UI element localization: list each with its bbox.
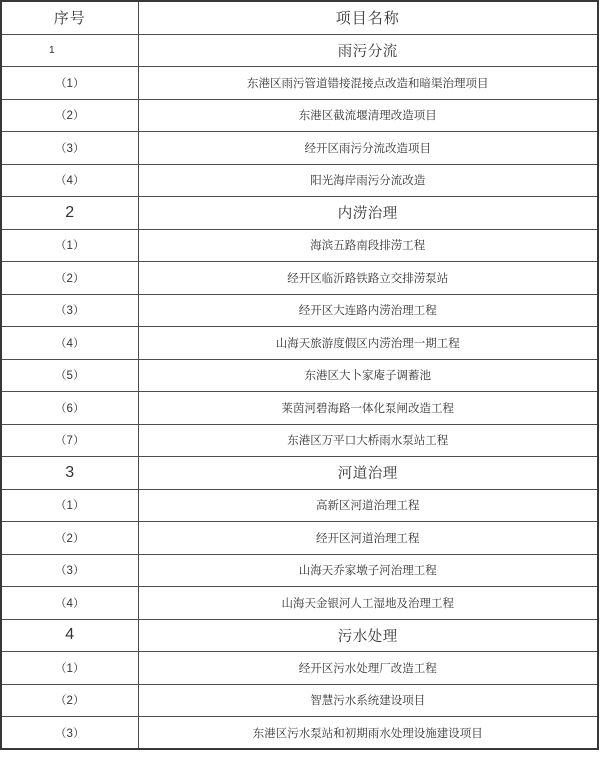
row-project-name-cell: 东港区污水泵站和初期雨水处理设施建设项目 bbox=[138, 717, 598, 750]
table-row bbox=[1, 424, 598, 457]
row-project-name-cell: 山海天乔家墩子河治理工程 bbox=[138, 554, 598, 587]
row-project-name-cell: 东港区雨污管道错接混接点改造和暗渠治理项目 bbox=[138, 67, 598, 100]
row-number-cell: （3） bbox=[1, 554, 138, 587]
row-project-name-cell: 山海天金银河人工湿地及治理工程 bbox=[138, 587, 598, 620]
table-row bbox=[1, 359, 598, 392]
table-row bbox=[1, 294, 598, 327]
table-header-row bbox=[1, 1, 598, 34]
row-project-name-cell: 经开区河道治理工程 bbox=[138, 522, 598, 555]
table-row bbox=[1, 392, 598, 425]
row-number-cell: （2） bbox=[1, 262, 138, 295]
row-project-name-cell: 经开区临沂路铁路立交排涝泵站 bbox=[138, 262, 598, 295]
table-row bbox=[1, 717, 598, 750]
row-project-name-cell: 海滨五路南段排涝工程 bbox=[138, 229, 598, 262]
row-number-cell: （4） bbox=[1, 587, 138, 620]
table-row bbox=[1, 619, 598, 652]
row-project-name-cell: 东港区截流堰清理改造项目 bbox=[138, 99, 598, 132]
row-project-name-cell: 经开区大连路内涝治理工程 bbox=[138, 294, 598, 327]
row-number-cell: 1 bbox=[1, 34, 138, 67]
row-project-name-cell: 莱茵河碧海路一体化泵闸改造工程 bbox=[138, 392, 598, 425]
project-table-body bbox=[1, 34, 598, 749]
row-number-cell: 4 bbox=[1, 619, 138, 652]
row-number-cell: 2 bbox=[1, 197, 138, 230]
row-number-cell: （1） bbox=[1, 67, 138, 100]
table-row bbox=[1, 652, 598, 685]
row-number-cell: （6） bbox=[1, 392, 138, 425]
table-row bbox=[1, 164, 598, 197]
row-number-cell: （2） bbox=[1, 684, 138, 717]
table-row bbox=[1, 684, 598, 717]
table-row bbox=[1, 99, 598, 132]
table-row bbox=[1, 457, 598, 490]
table-header bbox=[1, 1, 598, 34]
column-header-project-name: 项目名称 bbox=[138, 1, 598, 34]
row-number-cell: （4） bbox=[1, 327, 138, 360]
row-number-cell: （7） bbox=[1, 424, 138, 457]
row-number-cell: （3） bbox=[1, 717, 138, 750]
row-number-cell: （2） bbox=[1, 522, 138, 555]
row-project-name-cell: 东港区大卜家庵子调蓄池 bbox=[138, 359, 598, 392]
row-project-name-cell: 内涝治理 bbox=[138, 197, 598, 230]
table-row bbox=[1, 327, 598, 360]
row-project-name-cell: 阳光海岸雨污分流改造 bbox=[138, 164, 598, 197]
table-row bbox=[1, 489, 598, 522]
row-project-name-cell: 山海天旅游度假区内涝治理一期工程 bbox=[138, 327, 598, 360]
row-number-cell: （3） bbox=[1, 294, 138, 327]
table-row bbox=[1, 132, 598, 165]
column-header-number: 序号 bbox=[1, 1, 138, 34]
row-project-name-cell: 雨污分流 bbox=[138, 34, 598, 67]
table-row bbox=[1, 587, 598, 620]
row-number-cell: （5） bbox=[1, 359, 138, 392]
row-project-name-cell: 经开区污水处理厂改造工程 bbox=[138, 652, 598, 685]
table-row bbox=[1, 229, 598, 262]
table-row bbox=[1, 522, 598, 555]
row-project-name-cell: 经开区雨污分流改造项目 bbox=[138, 132, 598, 165]
row-project-name-cell: 东港区万平口大桥雨水泵站工程 bbox=[138, 424, 598, 457]
row-number-cell: （1） bbox=[1, 652, 138, 685]
row-project-name-cell: 高新区河道治理工程 bbox=[138, 489, 598, 522]
row-number-cell: （4） bbox=[1, 164, 138, 197]
table-row bbox=[1, 262, 598, 295]
row-project-name-cell: 河道治理 bbox=[138, 457, 598, 490]
table-row bbox=[1, 34, 598, 67]
row-number-cell: （1） bbox=[1, 489, 138, 522]
row-number-cell: 3 bbox=[1, 457, 138, 490]
table-row bbox=[1, 197, 598, 230]
table-row bbox=[1, 67, 598, 100]
row-number-cell: （3） bbox=[1, 132, 138, 165]
row-number-cell: （2） bbox=[1, 99, 138, 132]
row-project-name-cell: 污水处理 bbox=[138, 619, 598, 652]
row-project-name-cell: 智慧污水系统建设项目 bbox=[138, 684, 598, 717]
row-number-cell: （1） bbox=[1, 229, 138, 262]
table-row bbox=[1, 554, 598, 587]
